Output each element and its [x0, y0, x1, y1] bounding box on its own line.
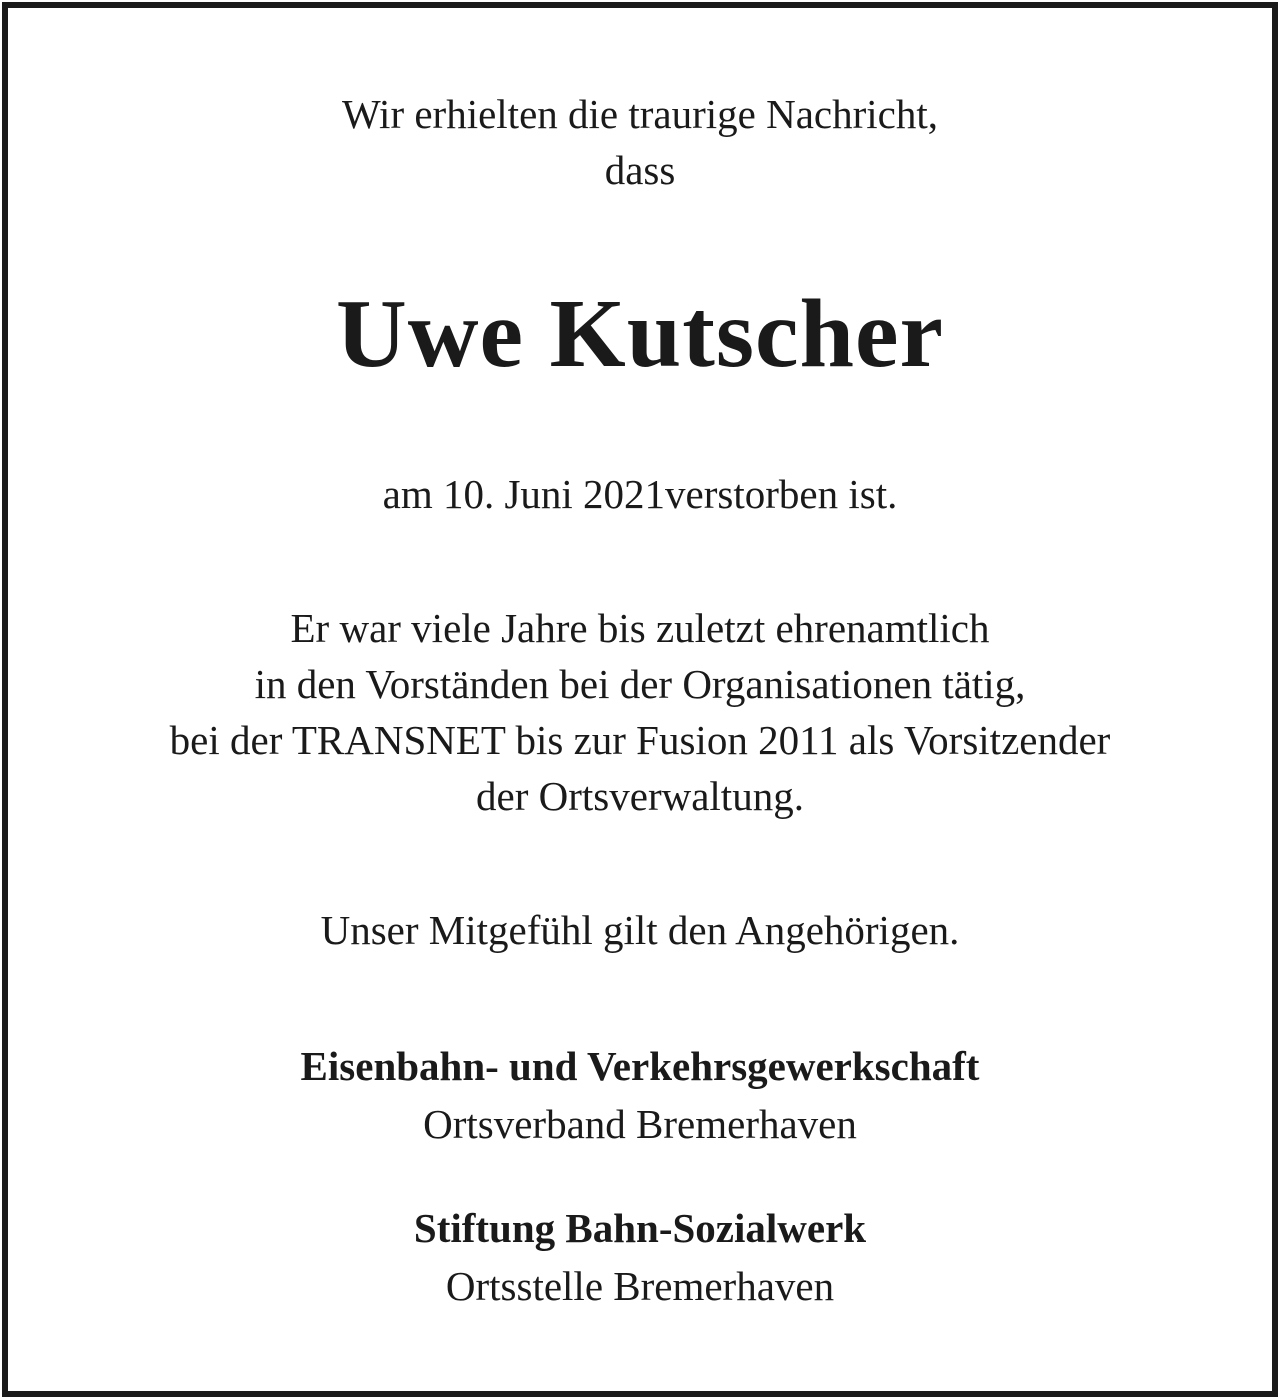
bio-line-3: bei der TRANSNET bis zur Fusion 2011 als Vorsitzender [169, 717, 1111, 763]
bio-line-2: in den Vorständen bei der Organisationen tätig, [254, 661, 1026, 707]
bio-line-4: der Ortsverwaltung. [476, 773, 804, 819]
date-line: am 10. Juni 2021verstorben ist. [382, 471, 898, 517]
signatory-unit-2: Ortsstelle Bremerhaven [445, 1263, 835, 1309]
signatory-org-2: Stiftung Bahn-Sozialwerk [413, 1205, 867, 1251]
signatory-org-1: Eisenbahn- und Verkehrsgewerkschaft [300, 1043, 980, 1089]
bio-line-1: Er war viele Jahre bis zuletzt ehrenamtlich [290, 605, 990, 651]
intro-line-1: Wir erhielten die traurige Nachricht, [342, 91, 938, 137]
intro-line-2: dass [604, 147, 676, 193]
deceased-name: Uwe Kutscher [335, 280, 945, 388]
signatory-unit-1: Ortsverband Bremerhaven [423, 1101, 857, 1147]
condolence-line: Unser Mitgefühl gilt den Angehörigen. [320, 907, 960, 953]
